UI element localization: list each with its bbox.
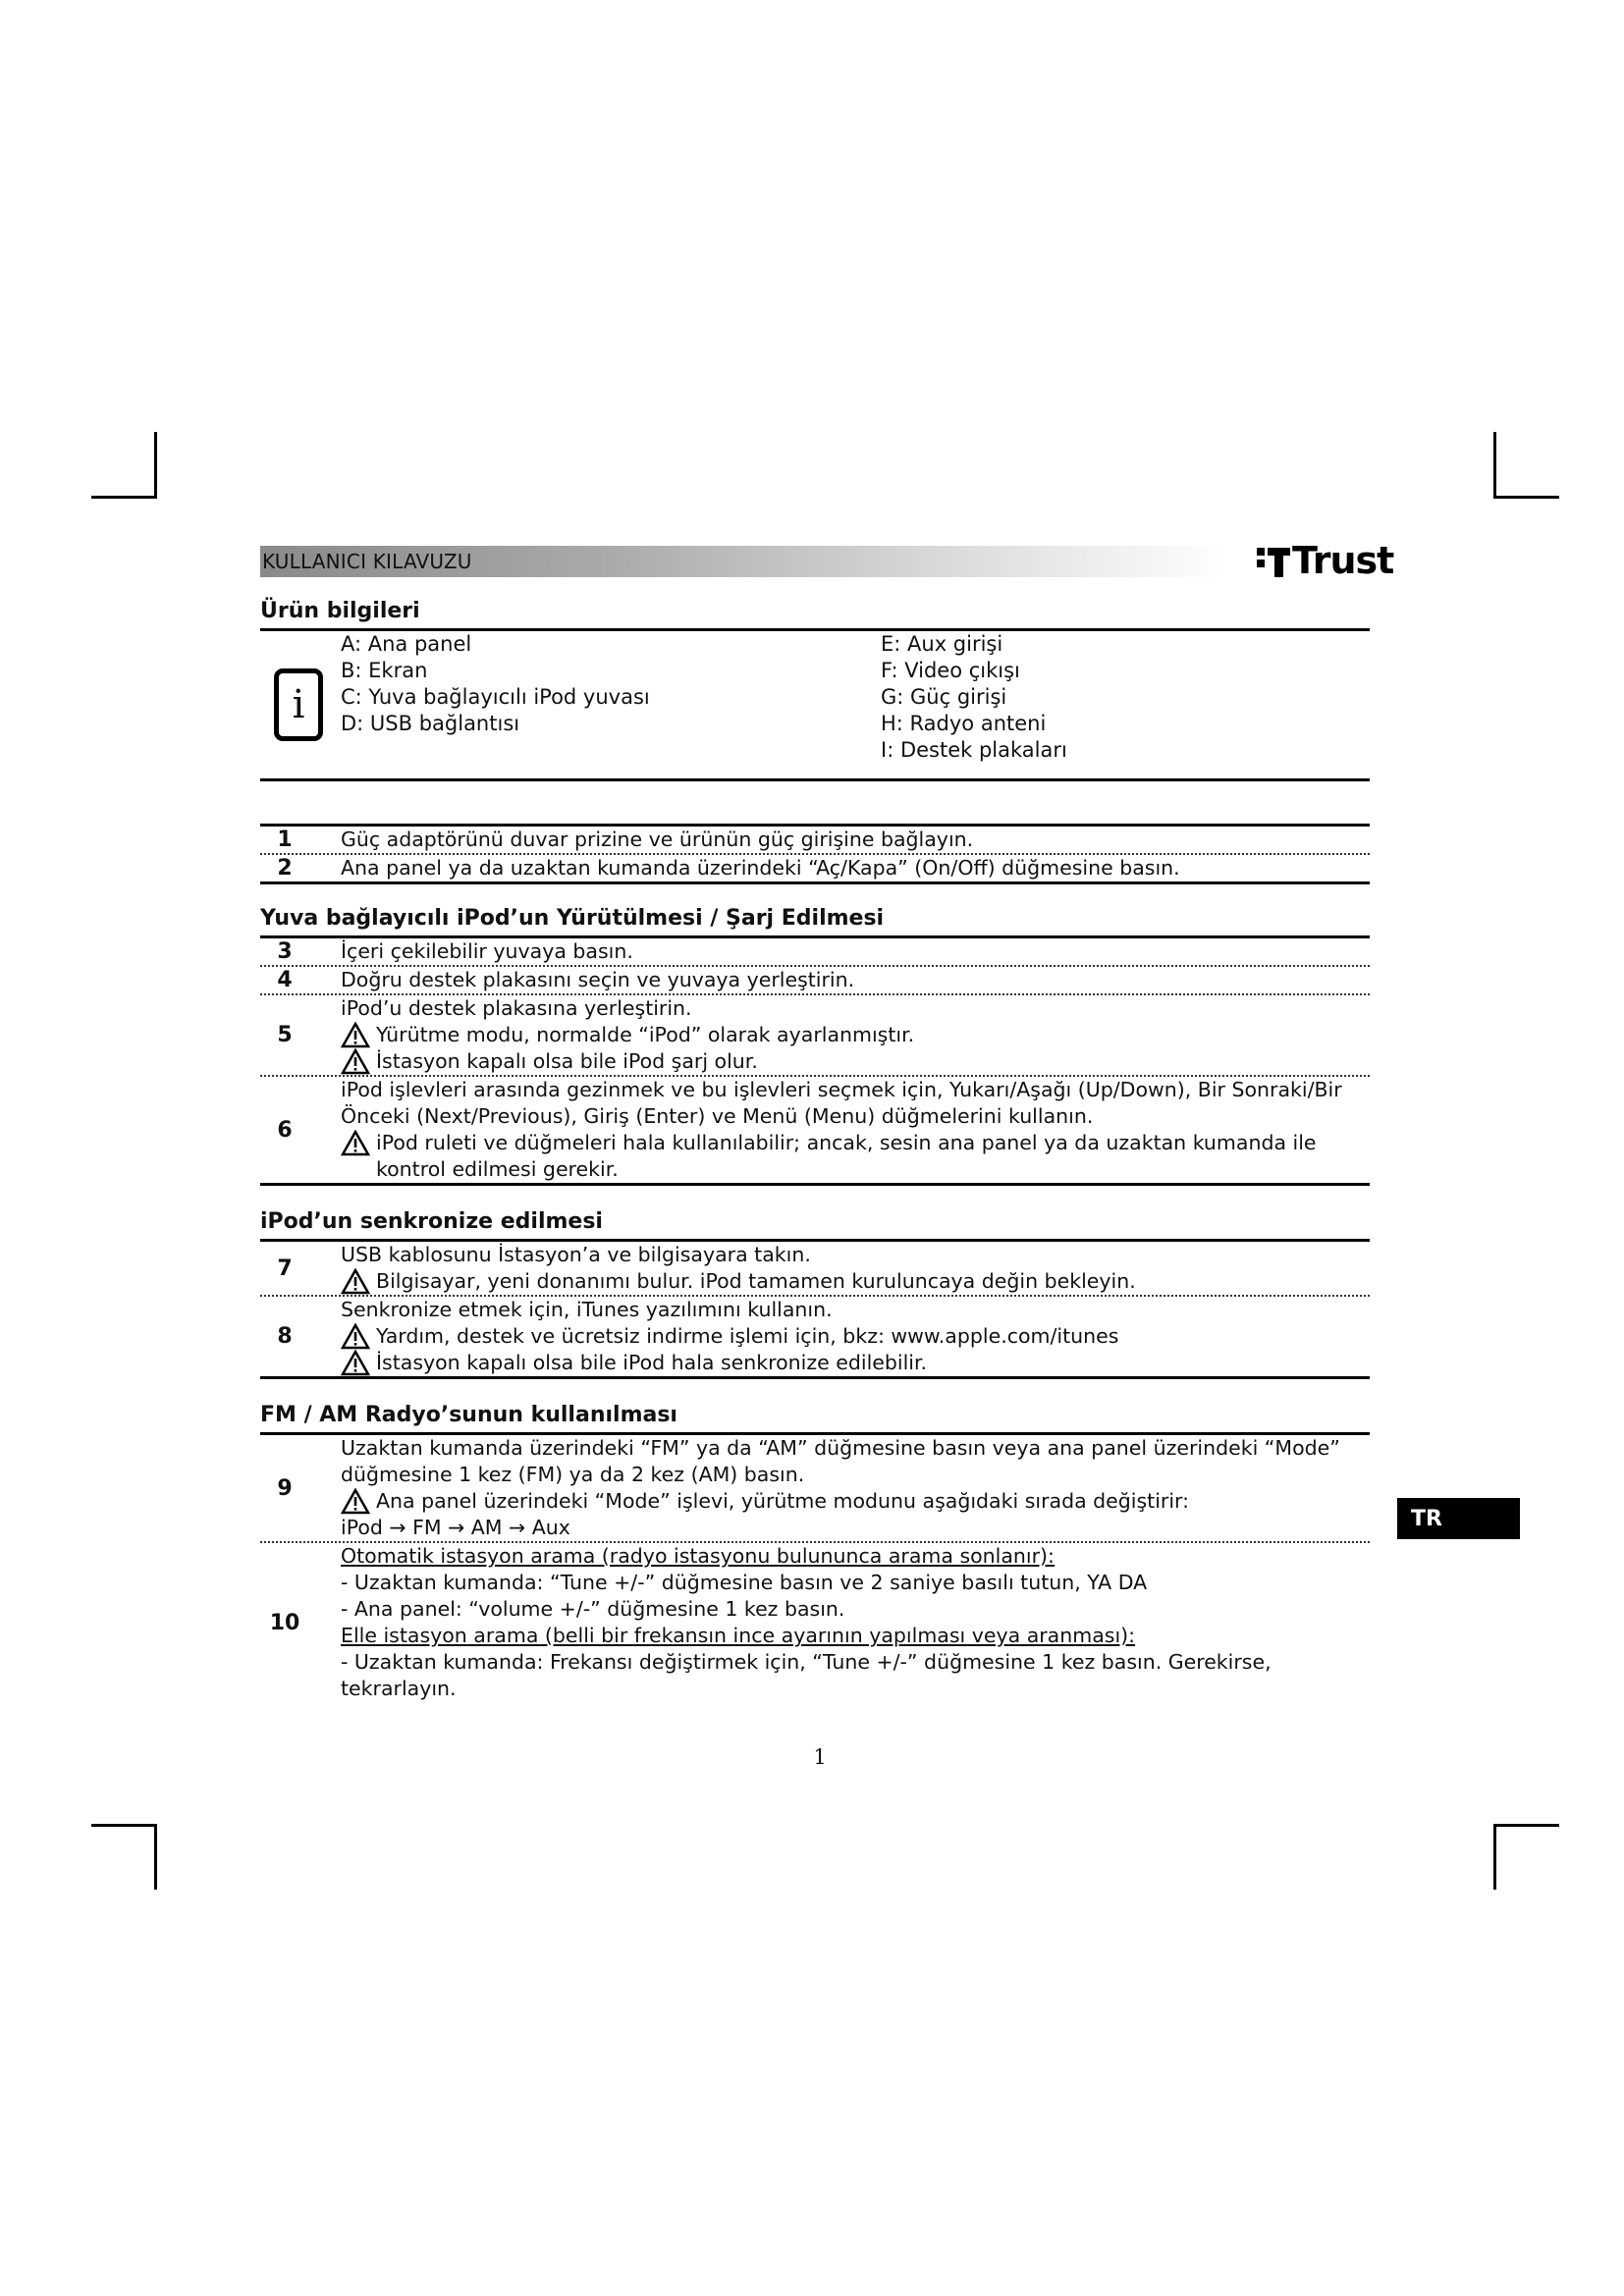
part-item: H: Radyo anteni (881, 712, 1047, 735)
language-tab: TR (1397, 1498, 1520, 1539)
product-parts-left (341, 631, 650, 737)
product-parts-right (881, 631, 1067, 764)
step-8 (260, 1297, 1370, 1379)
section-title-product-info: Ürün bilgileri (260, 597, 1370, 631)
info-icon: i (274, 668, 323, 741)
step-number: 3 (277, 939, 293, 964)
page-number: 1 (813, 1745, 827, 1769)
crop-mark-top-left-h (91, 496, 157, 499)
warning-icon (341, 1350, 370, 1376)
step-text: iPod’u destek plakasına yerleştirin. (341, 996, 692, 1020)
part-item: G: Güç girişi (881, 685, 1007, 709)
step-number: 2 (277, 856, 293, 881)
crop-mark-bottom-right-v (1493, 1824, 1496, 1890)
crop-mark-top-right-v (1493, 432, 1496, 498)
warning-note (341, 1488, 1370, 1515)
manual-content (260, 597, 1370, 1702)
section-title-ipod-sync: iPod’un senkronize edilmesi (260, 1207, 1370, 1242)
part-item: F: Video çıkışı (881, 659, 1020, 682)
warning-icon (341, 1268, 370, 1295)
manual-search-remote: - Uzaktan kumanda: Frekansı değiştirmek için, “Tune +/-” düğmesine 1 kez basın. Gerekirse, tekrarlayın. (341, 1650, 1272, 1700)
step-number: 6 (277, 1117, 293, 1143)
warning-note (341, 1323, 1370, 1350)
step-3 (260, 938, 1370, 967)
step-9 (260, 1435, 1370, 1543)
step-number: 4 (277, 968, 293, 992)
step-6 (260, 1077, 1370, 1186)
warning-note (341, 1022, 1370, 1048)
step-text: USB kablosunu İstasyon’a ve bilgisayara takın. (341, 1243, 811, 1266)
step-1 (260, 827, 1370, 855)
warning-text: Yardım, destek ve ücretsiz indirme işlemi için, bkz: www.apple.com/itunes (376, 1324, 1119, 1348)
crop-mark-top-left-v (154, 432, 157, 498)
crop-mark-bottom-right-h (1493, 1824, 1559, 1827)
auto-search-remote: - Uzaktan kumanda: “Tune +/-” düğmesine basın ve 2 saniye basılı tutun, YA DA (341, 1571, 1148, 1594)
crop-mark-top-right-h (1493, 496, 1559, 499)
trust-logo-mark-icon (1257, 544, 1290, 577)
crop-mark-bottom-left-v (154, 1824, 157, 1890)
step-text: İçeri çekilebilir yuvaya basın. (341, 939, 633, 963)
part-item: A: Ana panel (341, 632, 472, 656)
step-number: 5 (277, 1023, 293, 1047)
warning-text: Yürütme modu, normalde “iPod” olarak ayarlanmıştır. (376, 1023, 915, 1046)
warning-note (341, 1350, 1370, 1376)
trust-logo (1257, 538, 1393, 583)
warning-text: İstasyon kapalı olsa bile iPod hala senkronize edilebilir. (376, 1351, 928, 1374)
part-item: I: Destek plakaları (881, 738, 1067, 762)
warning-icon (341, 1488, 370, 1515)
crop-mark-bottom-left-h (91, 1824, 157, 1827)
step-number: 7 (277, 1255, 293, 1281)
step-text: Senkronize etmek için, iTunes yazılımını kullanın. (341, 1298, 833, 1321)
step-text: iPod işlevleri arasında gezinmek ve bu işlevleri seçmek için, Yukarı/Aşağı (Up/Down), Bir Sonraki/Bir Önceki (Next/Previous), Giriş (Enter) ve Menü (Menu) düğmelerini kullanın. (341, 1078, 1342, 1128)
step-10 (260, 1543, 1370, 1702)
warning-text: iPod ruleti ve düğmeleri hala kullanılabilir; ancak, sesin ana panel ya da uzaktan kumanda ile kontrol edilmesi gerekir. (376, 1131, 1317, 1181)
warning-text: İstasyon kapalı olsa bile iPod şarj olur. (376, 1049, 758, 1073)
warning-note (341, 1130, 1370, 1183)
step-number: 1 (277, 828, 293, 852)
warning-icon (341, 1323, 370, 1350)
step-text: Doğru destek plakasını seçin ve yuvaya yerleştirin. (341, 968, 855, 991)
auto-search-panel: - Ana panel: “volume +/-” düğmesine 1 kez basın. (341, 1597, 845, 1621)
part-item: D: USB bağlantısı (341, 712, 520, 735)
part-item: C: Yuva bağlayıcılı iPod yuvası (341, 685, 650, 709)
warning-icon (341, 1022, 370, 1048)
step-7 (260, 1242, 1370, 1297)
step-text: Güç adaptörünü duvar prizine ve ürünün güç girişine bağlayın. (341, 828, 974, 851)
warning-note (341, 1268, 1370, 1295)
step-number: 8 (277, 1324, 293, 1349)
part-item: E: Aux girişi (881, 632, 1003, 656)
mode-sequence: iPod → FM → AM → Aux (341, 1516, 570, 1539)
product-info-block (260, 631, 1370, 781)
step-text: Uzaktan kumanda üzerindeki “FM” ya da “AM” düğmesine basın veya ana panel üzerindeki “Mode” düğmesine 1 kez (FM) ya da 2 kez (AM) basın. (341, 1436, 1340, 1486)
warning-icon (341, 1130, 370, 1156)
part-item: B: Ekran (341, 659, 428, 682)
header-title: KULLANICI KILAVUZU (262, 550, 472, 573)
trust-logo-text: Trust (1292, 539, 1394, 582)
section-title-ipod-play: Yuva bağlayıcılı iPod’un Yürütülmesi / Şarj Edilmesi (260, 904, 1370, 938)
auto-search-title: Otomatik istasyon arama (radyo istasyonu bulununca arama sonlanır): (341, 1544, 1055, 1568)
warning-text: Ana panel üzerindeki “Mode” işlevi, yürütme modunu aşağıdaki sırada değiştirir: (376, 1489, 1190, 1513)
step-number: 10 (269, 1610, 300, 1635)
warning-note (341, 1048, 1370, 1075)
step-2 (260, 855, 1370, 884)
warning-icon (341, 1048, 370, 1075)
step-text: Ana panel ya da uzaktan kumanda üzerindeki “Aç/Kapa” (On/Off) düğmesine basın. (341, 856, 1180, 880)
step-4 (260, 967, 1370, 995)
step-number: 9 (277, 1475, 293, 1501)
step-5 (260, 995, 1370, 1077)
manual-search-title: Elle istasyon arama (belli bir frekansın ince ayarının yapılması veya aranması): (341, 1624, 1136, 1647)
section-title-radio: FM / AM Radyo’sunun kullanılması (260, 1401, 1370, 1435)
warning-text: Bilgisayar, yeni donanımı bulur. iPod tamamen kuruluncaya değin bekleyin. (376, 1269, 1136, 1293)
